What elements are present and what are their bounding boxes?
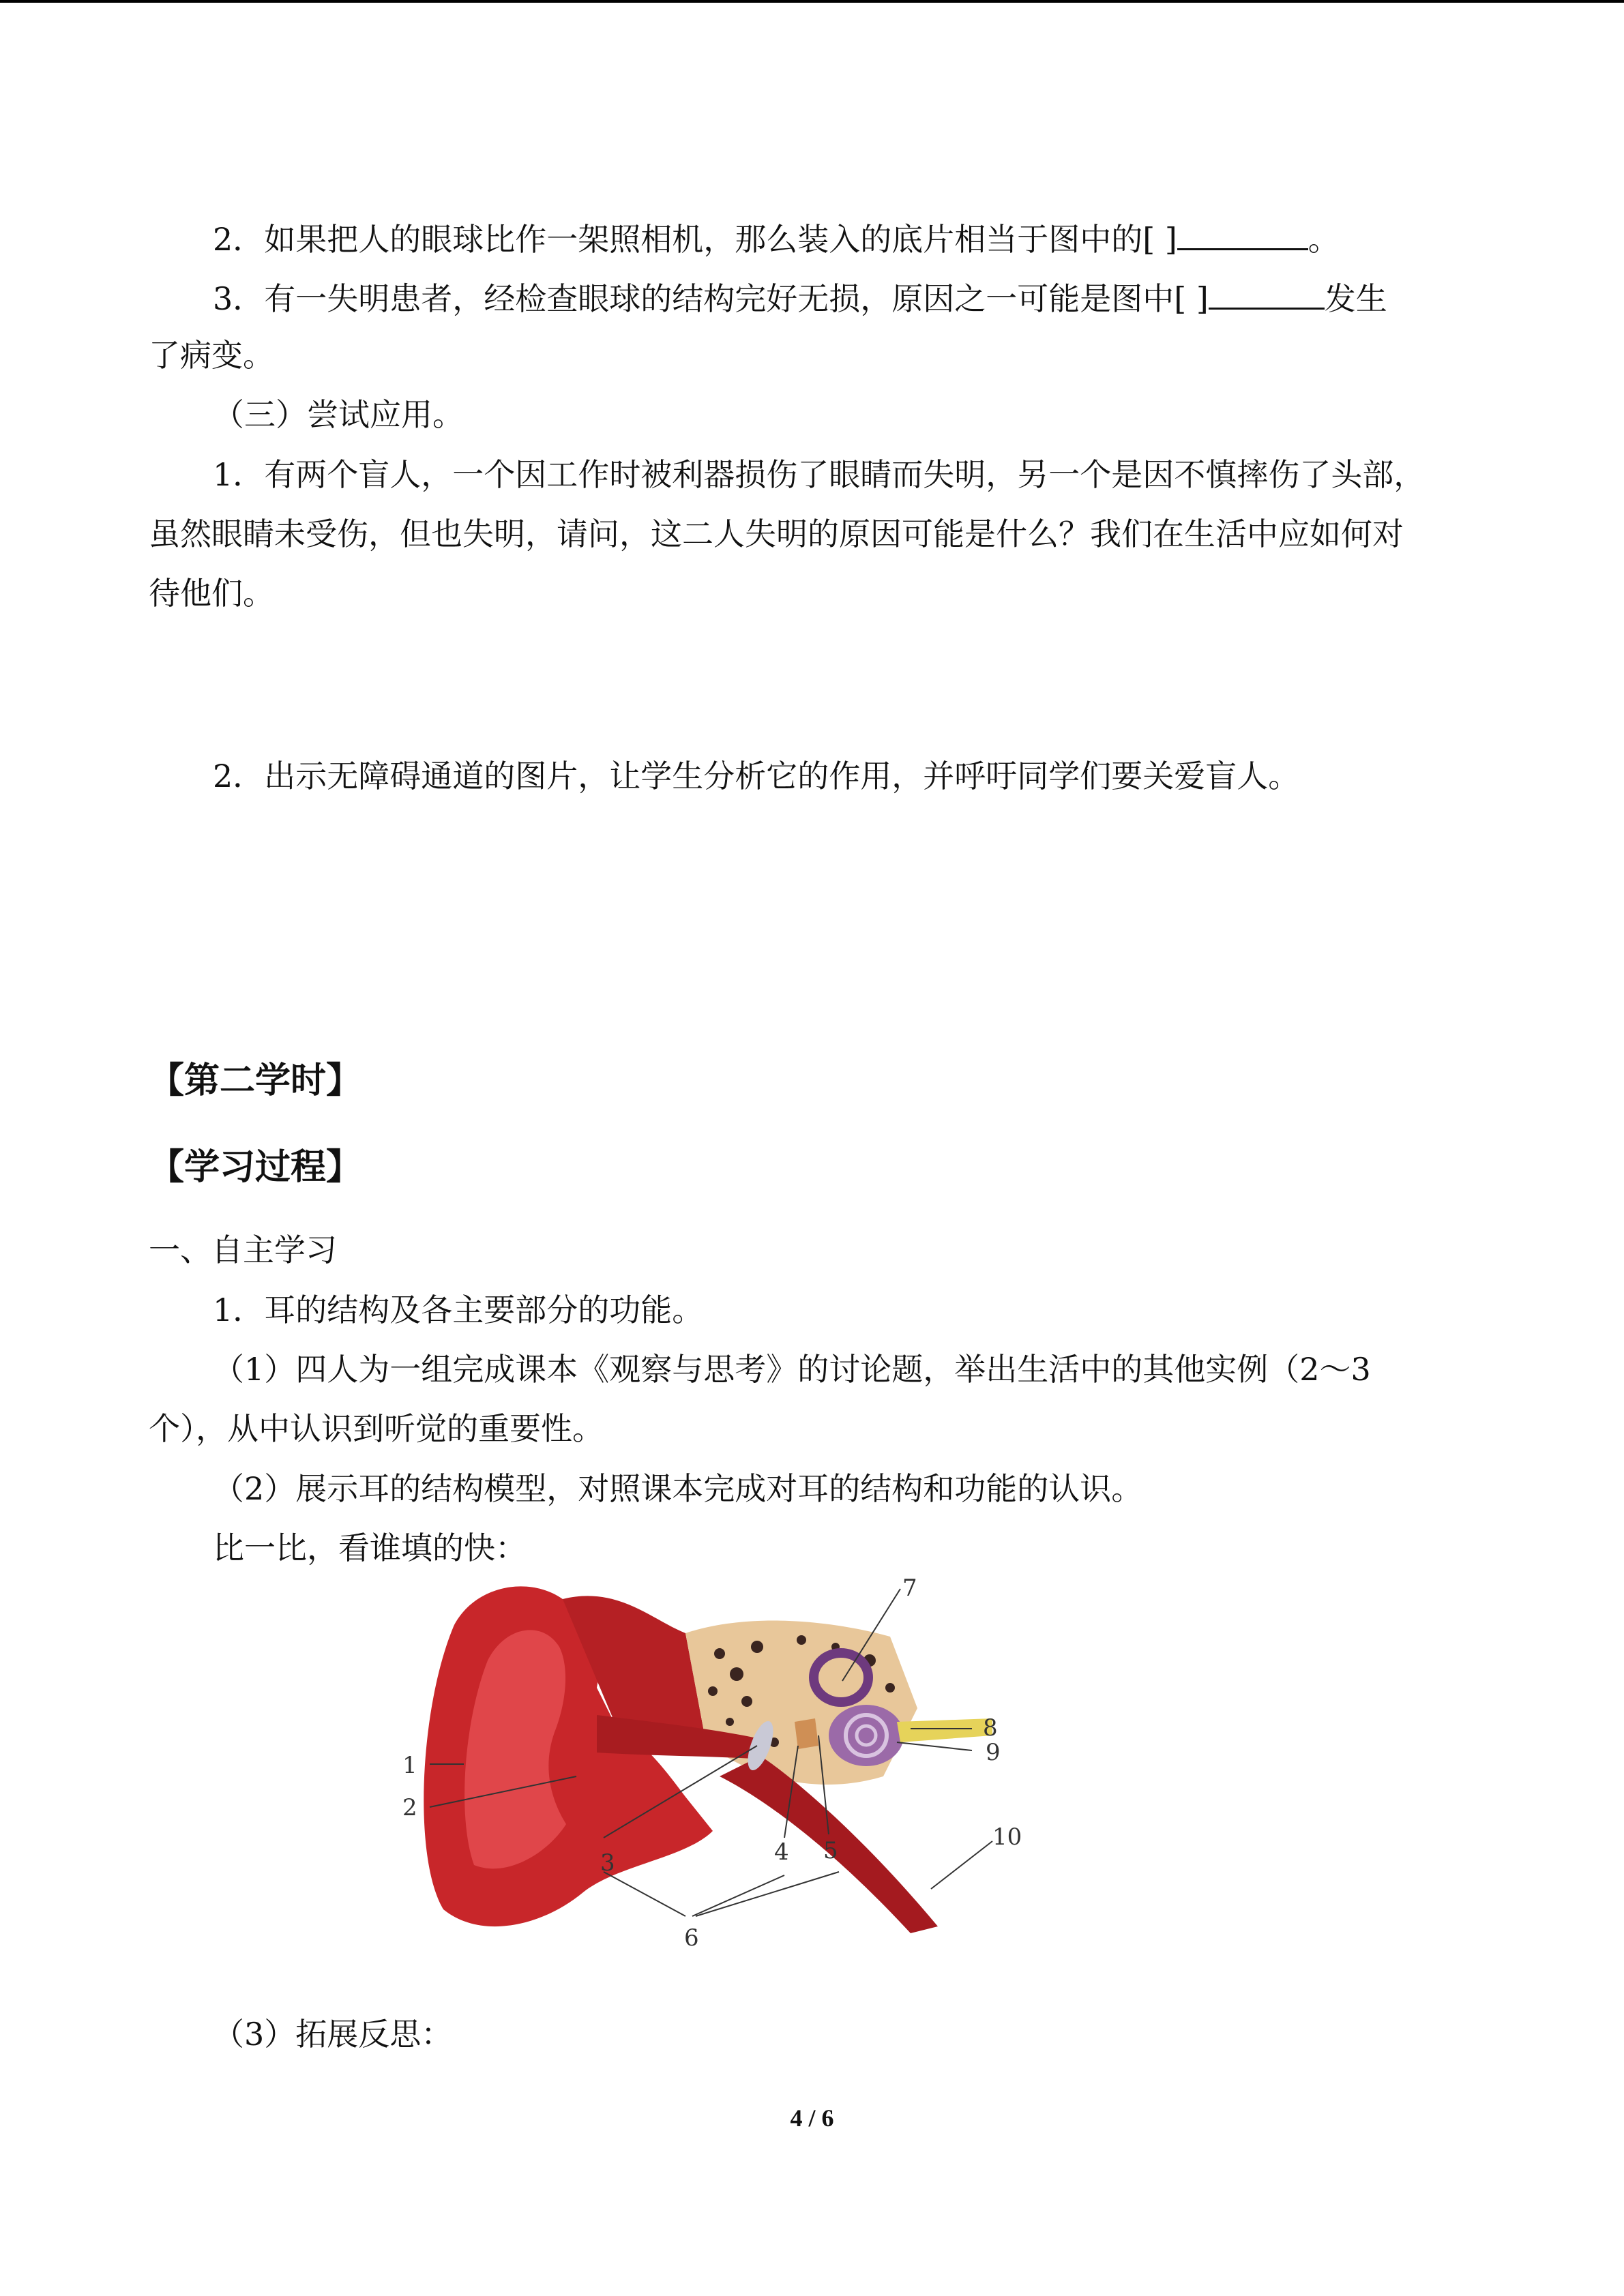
ear-item-1: 1．耳的结构及各主要部分的功能。 xyxy=(213,1292,704,1328)
ear-item-1-1-line-1: （1）四人为一组完成课本《观察与思考》的讨论题，举出生活中的其他实例（2～3 xyxy=(213,1351,1371,1388)
question-3-text: 3．有一失明患者，经检查眼球的结构完好无损，原因之一可能是图中[ ] xyxy=(213,280,1209,317)
ear-label-4: 4 xyxy=(774,1838,789,1866)
page-number: 4 / 6 xyxy=(790,2104,834,2132)
ear-compare-prompt: 比一比，看谁填的快： xyxy=(213,1530,527,1566)
ear-item-1-1-line-2: 个），从中认识到听觉的重要性。 xyxy=(149,1410,604,1447)
ear-label-6: 6 xyxy=(684,1924,699,1950)
apply-1-line-1: 1．有两个盲人，一个因工作时被利器损伤了眼睛而失明，另一个是因不慎摔伤了头部， xyxy=(213,456,1426,493)
ear-label-5: 5 xyxy=(823,1837,838,1864)
section-three-heading: （三）尝试应用。 xyxy=(213,396,464,433)
ear-label-9: 9 xyxy=(986,1739,1001,1766)
answer-blank xyxy=(1209,278,1325,310)
question-2-text: 2．如果把人的眼球比作一架照相机，那么装入的底片相当于图中的[ ] xyxy=(213,221,1177,258)
ear-item-1-3: （3）拓展反思： xyxy=(213,2016,453,2053)
answer-blank xyxy=(1177,218,1308,250)
section-one-heading: 一、自主学习 xyxy=(149,1232,337,1268)
question-3 xyxy=(213,278,1387,318)
ear-label-1: 1 xyxy=(402,1752,417,1779)
question-2 xyxy=(213,218,1340,258)
ear-label-3: 3 xyxy=(600,1849,615,1877)
apply-2: 2．出示无障碍通道的图片，让学生分析它的作用，并呼吁同学们要关爱盲人。 xyxy=(213,758,1300,794)
apply-1-line-2: 虽然眼睛未受伤，但也失明，请问，这二人失明的原因可能是什么？我们在生活中应如何对 xyxy=(149,516,1404,552)
ear-label-2: 2 xyxy=(402,1794,417,1821)
ear-item-1-2: （2）展示耳的结构模型，对照课本完成对耳的结构和功能的认识。 xyxy=(213,1470,1143,1507)
apply-1-line-3: 待他们。 xyxy=(149,575,274,612)
ear-label-10: 10 xyxy=(992,1823,1022,1851)
question-3-cont: 了病变。 xyxy=(149,337,274,374)
top-border xyxy=(0,0,1624,3)
heading-learning-process: 【学习过程】 xyxy=(149,1147,362,1188)
question-2-tail: 。 xyxy=(1308,221,1340,258)
heading-second-period: 【第二学时】 xyxy=(149,1060,362,1101)
ear-label-8: 8 xyxy=(983,1714,998,1742)
ear-structure-diagram xyxy=(392,1572,1033,1950)
question-3-tail: 发生 xyxy=(1324,280,1387,317)
ear-label-7: 7 xyxy=(902,1575,917,1602)
